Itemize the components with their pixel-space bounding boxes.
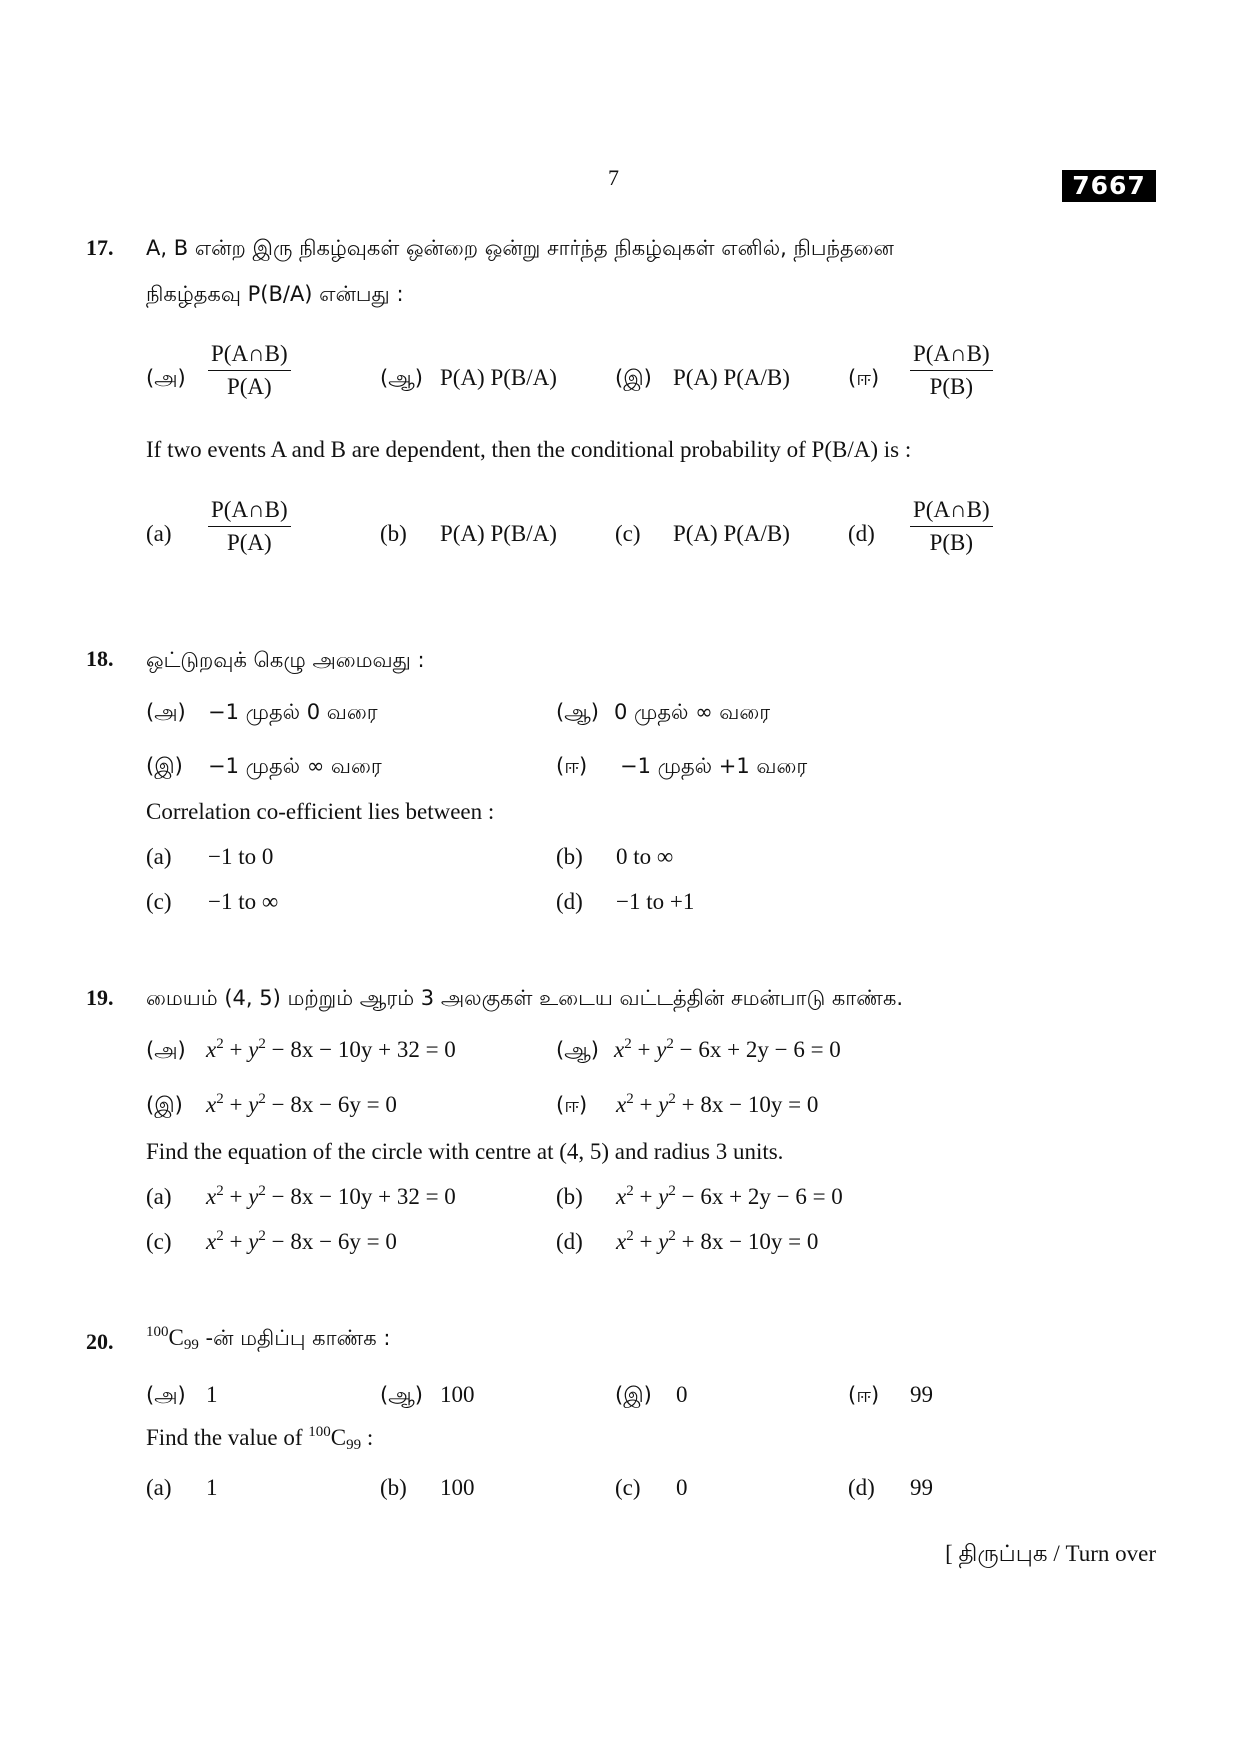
question-suffix: -ன் மதிப்பு காண்க : — [198, 1326, 391, 1350]
option-equation: $x^2 + y^2 + 8x - 10y = 0$ — [616, 1091, 819, 1117]
option-text: P(A) P(A/B) — [673, 365, 790, 390]
option-value: 1 — [206, 1475, 218, 1500]
fraction-denominator: P(B) — [929, 374, 974, 399]
option-value: 0 — [676, 1382, 688, 1407]
option-text: −1 to ∞ — [208, 889, 279, 914]
equation-rest: + 8x − 10y = 0 — [681, 1229, 819, 1254]
option-text: P(A) P(A/B) — [673, 521, 790, 546]
option-label: (இ) — [615, 366, 652, 390]
option-value: 1 — [206, 1382, 218, 1407]
equation-rest: − 8x − 10y + 32 = 0 — [271, 1184, 456, 1209]
binomial-n: 100 — [308, 1424, 331, 1440]
paper-code-badge: 7667 — [1062, 170, 1156, 202]
question-text-tamil-cont: நிகழ்தகவு P(B/A) என்பது : — [146, 282, 404, 306]
option-fraction — [208, 496, 291, 557]
english-suffix: : — [361, 1425, 374, 1450]
option-label: (a) — [146, 844, 172, 869]
option-value: 100 — [440, 1382, 475, 1407]
fraction-numerator: P(A∩B) — [208, 340, 291, 371]
turn-over-note: [ திருப்புக / Turn over — [945, 1541, 1156, 1566]
option-label: (d) — [848, 521, 875, 546]
english-prefix: Find the value of — [146, 1425, 309, 1450]
option-label: (இ) — [146, 1093, 183, 1117]
binomial-n: 100 — [146, 1324, 169, 1340]
option-label: (அ) — [146, 1383, 186, 1407]
option-fraction — [208, 340, 291, 401]
option-label: (ஆ) — [380, 1383, 423, 1407]
option-text: 0 முதல் ∞ வரை — [614, 700, 771, 724]
option-equation: $x^2 + y^2 - 6x + 2y - 6 = 0$ — [614, 1036, 841, 1062]
option-value: 100 — [440, 1475, 475, 1500]
option-value: 0 — [676, 1475, 688, 1500]
option-label: (அ) — [146, 700, 186, 724]
option-label: (ஈ) — [556, 1093, 588, 1117]
option-label: (b) — [556, 844, 583, 869]
option-equation: $x^2 + y^2 - 8x - 10y + 32 = 0$ — [206, 1183, 456, 1209]
question-number: 17. — [86, 235, 114, 260]
question-text-tamil: A, B என்ற இரு நிகழ்வுகள் ஒன்றை ஒன்று சார்ந்த நிகழ்வுகள் எனில், நிபந்தனை — [146, 236, 894, 260]
fraction-denominator: P(A) — [226, 530, 272, 555]
option-label: (d) — [556, 889, 583, 914]
question-text-tamil: மையம் (4, 5) மற்றும் ஆரம் 3 அலகுகள் உடைய வட்டத்தின் சமன்பாடு காண்க. — [146, 986, 904, 1010]
option-label: (ஈ) — [848, 366, 880, 390]
question-text-tamil: ஒட்டுறவுக் கெழு அமைவது : — [146, 648, 425, 672]
fraction-numerator: P(A∩B) — [910, 340, 993, 371]
option-label: (இ) — [146, 754, 183, 778]
binomial-c: C — [168, 1325, 184, 1350]
fraction-numerator: P(A∩B) — [910, 496, 993, 527]
question-text-english: Find the equation of the circle with centre at (4, 5) and radius 3 units. — [146, 1139, 784, 1164]
option-label: (ஈ) — [848, 1383, 880, 1407]
option-text: −1 to +1 — [616, 889, 695, 914]
option-text: −1 முதல் ∞ வரை — [208, 754, 382, 778]
option-label: (c) — [615, 521, 641, 546]
question-text-tamil — [146, 1324, 390, 1352]
option-label: (அ) — [146, 366, 186, 390]
page-number: 7 — [608, 165, 619, 190]
option-text: P(A) P(B/A) — [440, 521, 557, 546]
fraction-denominator: P(A) — [226, 374, 272, 399]
option-label: (ஈ) — [556, 754, 588, 778]
option-label: (ஆ) — [556, 700, 599, 724]
option-text: P(A) P(B/A) — [440, 365, 557, 390]
option-value: 99 — [910, 1382, 933, 1407]
option-equation: $x^2 + y^2 - 8x - 10y + 32 = 0$ — [206, 1036, 456, 1062]
option-label: (b) — [380, 1475, 407, 1500]
option-equation: $x^2 + y^2 - 8x - 6y = 0$ — [206, 1228, 397, 1254]
equation-rest: − 6x + 2y − 6 = 0 — [679, 1037, 841, 1062]
option-value: 99 — [910, 1475, 933, 1500]
option-label: (a) — [146, 1475, 172, 1500]
option-label: (a) — [146, 1184, 172, 1209]
equation-rest: + 8x − 10y = 0 — [681, 1092, 819, 1117]
question-number: 20. — [86, 1329, 114, 1354]
option-label: (a) — [146, 521, 172, 546]
option-text: −1 to 0 — [208, 844, 274, 869]
option-label: (அ) — [146, 1038, 186, 1062]
equation-rest: − 6x + 2y − 6 = 0 — [681, 1184, 843, 1209]
option-equation: $x^2 + y^2 + 8x - 10y = 0$ — [616, 1228, 819, 1254]
binomial-r: 99 — [183, 1337, 199, 1353]
binomial-r: 99 — [346, 1437, 362, 1453]
question-number: 19. — [86, 985, 114, 1010]
equation-rest: − 8x − 6y = 0 — [271, 1092, 397, 1117]
option-label: (d) — [556, 1229, 583, 1254]
option-label: (இ) — [615, 1383, 652, 1407]
equation-rest: − 8x − 6y = 0 — [271, 1229, 397, 1254]
question-number: 18. — [86, 646, 114, 671]
option-fraction — [910, 340, 993, 401]
option-label: (d) — [848, 1475, 875, 1500]
option-equation: $x^2 + y^2 - 8x - 6y = 0$ — [206, 1091, 397, 1117]
binomial-c: C — [330, 1425, 347, 1450]
question-text-english: Correlation co-efficient lies between : — [146, 799, 495, 824]
question-text-english: If two events A and B are dependent, then the conditional probability of P(B/A) is : — [146, 437, 912, 462]
question-text-english — [146, 1424, 373, 1452]
option-label: (c) — [615, 1475, 641, 1500]
option-label: (ஆ) — [380, 366, 423, 390]
option-label: (c) — [146, 889, 172, 914]
option-text: −1 முதல் 0 வரை — [208, 700, 378, 724]
fraction-numerator: P(A∩B) — [208, 496, 291, 527]
fraction-denominator: P(B) — [929, 530, 974, 555]
option-label: (b) — [380, 521, 407, 546]
option-text: 0 to ∞ — [616, 844, 674, 869]
option-label: (b) — [556, 1184, 583, 1209]
option-label: (c) — [146, 1229, 172, 1254]
option-label: (ஆ) — [556, 1038, 599, 1062]
option-fraction — [910, 496, 993, 557]
option-text: −1 முதல் +1 வரை — [620, 754, 808, 778]
option-equation: $x^2 + y^2 - 6x + 2y - 6 = 0$ — [616, 1183, 843, 1209]
equation-rest: − 8x − 10y + 32 = 0 — [271, 1037, 456, 1062]
